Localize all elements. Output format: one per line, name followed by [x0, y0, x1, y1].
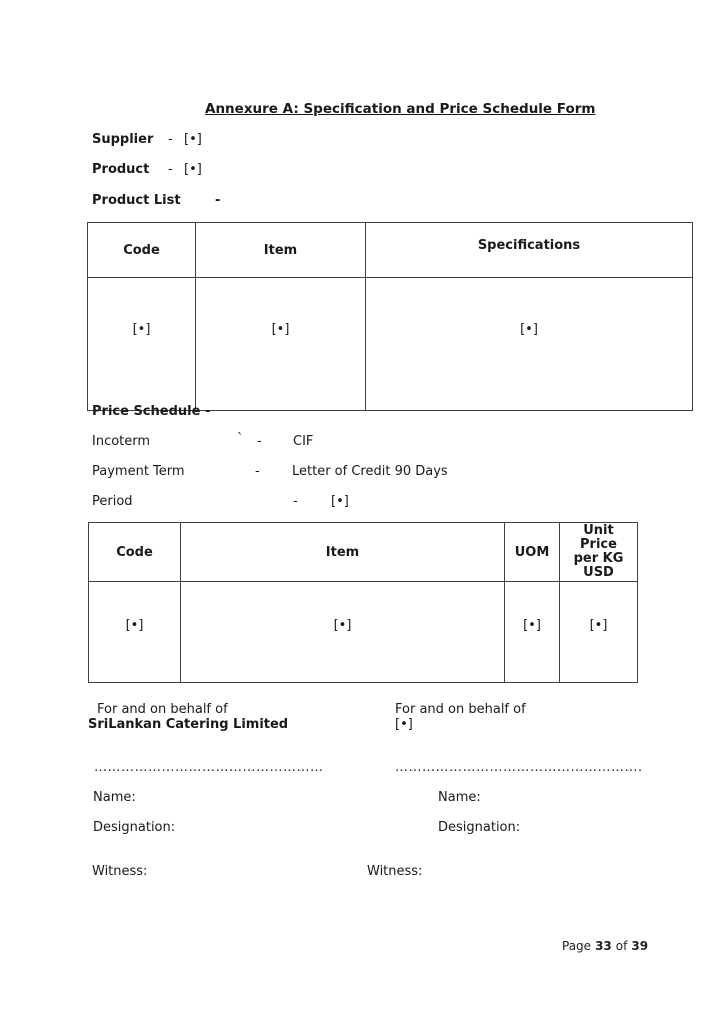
spec-header-code: Code: [88, 223, 196, 278]
unit-price-header-text: Unit Price per KG USD: [573, 523, 624, 580]
right-behalf-text: For and on behalf of: [395, 702, 526, 717]
spec-table-header-row: [88, 223, 693, 278]
footer-page-number: 33: [595, 939, 612, 953]
price-cell-item: [•]: [181, 582, 505, 683]
left-designation-label: Designation:: [93, 820, 176, 835]
right-designation-label: Designation:: [438, 820, 521, 835]
supplier-label: Supplier: [92, 132, 154, 147]
price-cell-code: [•]: [89, 582, 181, 683]
price-cell-unit-price: [•]: [560, 582, 638, 683]
page-title: Annexure A: Specification and Price Schedule Form: [205, 101, 596, 117]
page-number-footer: [562, 939, 648, 954]
payment-term-label: Payment Term: [92, 464, 185, 479]
supplier-value: [•]: [184, 132, 202, 147]
price-header-unit-price: [560, 523, 638, 582]
supplier-separator: -: [168, 132, 173, 147]
footer-page-label: Page: [562, 939, 592, 953]
left-witness-label: Witness:: [92, 864, 148, 879]
left-party-name: SriLankan Catering Limited: [88, 717, 289, 732]
right-signature-line: ……………………………………………….: [395, 760, 643, 775]
incoterm-tick: `: [237, 432, 244, 447]
price-header-uom: UOM: [505, 523, 560, 582]
left-behalf-text: For and on behalf of: [97, 702, 228, 717]
spec-cell-specifications: [•]: [366, 278, 693, 411]
product-list-label: Product List: [92, 193, 181, 208]
product-separator: -: [168, 162, 173, 177]
table-row: [89, 582, 638, 683]
right-name-label: Name:: [438, 790, 481, 805]
payment-term-value: Letter of Credit 90 Days: [292, 464, 448, 479]
right-witness-label: Witness:: [367, 864, 423, 879]
right-party-placeholder: [•]: [395, 717, 413, 732]
product-value: [•]: [184, 162, 202, 177]
product-label: Product: [92, 162, 150, 177]
price-table-header-row: [89, 523, 638, 582]
spec-cell-item: [•]: [196, 278, 366, 411]
price-cell-uom: [•]: [505, 582, 560, 683]
price-header-item: Item: [181, 523, 505, 582]
price-header-code: Code: [89, 523, 181, 582]
left-signature-line: ……………………………………………: [94, 760, 324, 775]
footer-page-total: 39: [631, 939, 649, 953]
period-value: [•]: [331, 494, 349, 509]
period-separator: -: [293, 494, 298, 509]
payment-term-separator: -: [255, 464, 260, 479]
specification-table: [87, 222, 693, 411]
spec-cell-code: [•]: [88, 278, 196, 411]
spec-header-specifications: Specifications: [366, 223, 693, 278]
price-table: [88, 522, 638, 683]
incoterm-separator: -: [257, 434, 262, 449]
left-name-label: Name:: [93, 790, 136, 805]
product-list-separator: -: [215, 193, 221, 208]
table-row: [88, 278, 693, 411]
spec-header-item: Item: [196, 223, 366, 278]
incoterm-value: CIF: [293, 434, 314, 449]
footer-of-label: of: [615, 939, 628, 953]
incoterm-label: Incoterm: [92, 434, 151, 449]
period-label: Period: [92, 494, 133, 509]
price-schedule-heading: Price Schedule -: [92, 404, 211, 419]
